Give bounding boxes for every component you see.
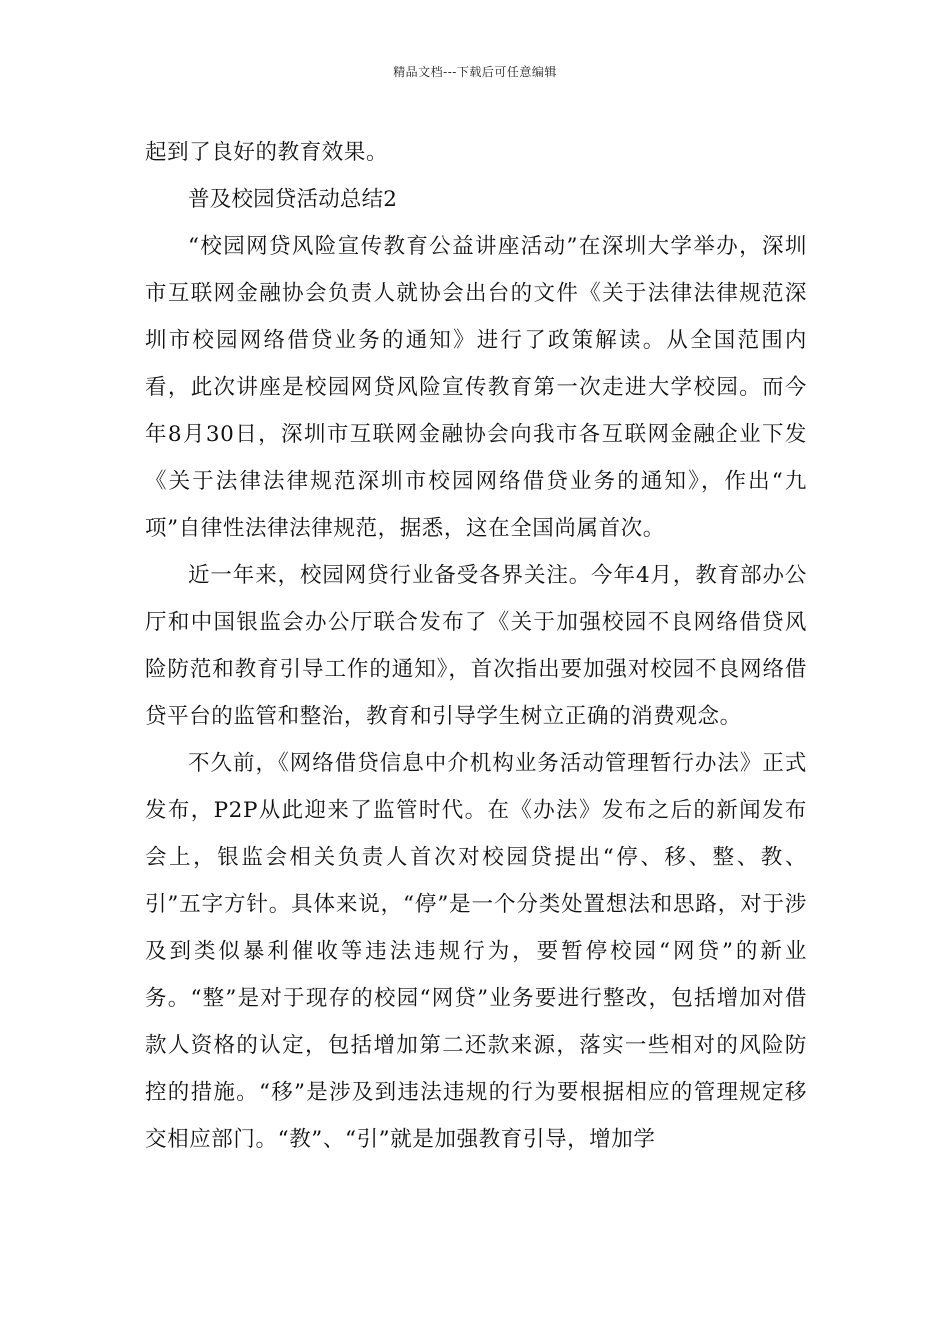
paragraph: 不久前，《网络借贷信息中介机构业务活动管理暂行办法》正式发布，P2P从此迎来了监管时代。在《办法》发布之后的新闻发布会上，银监会相关负责人首次对校园贷提出“停、移、整、教、引”五字方针。具体来说，“停”是一个分类处置想法和思路，对于涉及到类似暴利催收等违法违规行为，要暂停校园“网贷”的新业务。“整”是对于现存的校园“网贷”业务要进行整改，包括增加对借款人资格的认定，包括增加第二还款来源，落实一些相对的风险防控的措施。“移”是涉及到违法违规的行为要根据相应的管理规定移交相应部门。“教”、“引”就是加强教育引导，增加学 xyxy=(145,751,807,1152)
paragraph: “校园网贷风险宣传教育公益讲座活动”在深圳大学举办，深圳市互联网金融协会负责人就协会出台的文件《关于法律法律规范深圳市校园网络借贷业务的通知》进行了政策解读。从全国范围内看，此次讲座是校园网贷风险宣传教育第一次走进大学校园。而今年8月30日，深圳市互联网金融协会向我市各互联网金融企业下发《关于法律法律规范深圳市校园网络借贷业务的通知》，作出“九项”自律性法律法律规范，据悉，这在全国尚属首次。 xyxy=(145,234,807,541)
document-body xyxy=(145,129,807,1163)
page-header: 精品文档---下载后可任意编辑 xyxy=(393,65,557,79)
section-heading: 普及校园贷活动总结2 xyxy=(188,187,398,212)
paragraph-continuation: 起到了良好的教育效果。 xyxy=(145,140,389,165)
paragraph: 近一年来，校园网贷行业备受各界关注。今年4月，教育部办公厅和中国银监会办公厅联合发布了《关于加强校园不良网络借贷风险防范和教育引导工作的通知》，首次指出要加强对校园不良网络借贷平台的监管和整治，教育和引导学生树立正确的消费观念。 xyxy=(145,563,807,729)
